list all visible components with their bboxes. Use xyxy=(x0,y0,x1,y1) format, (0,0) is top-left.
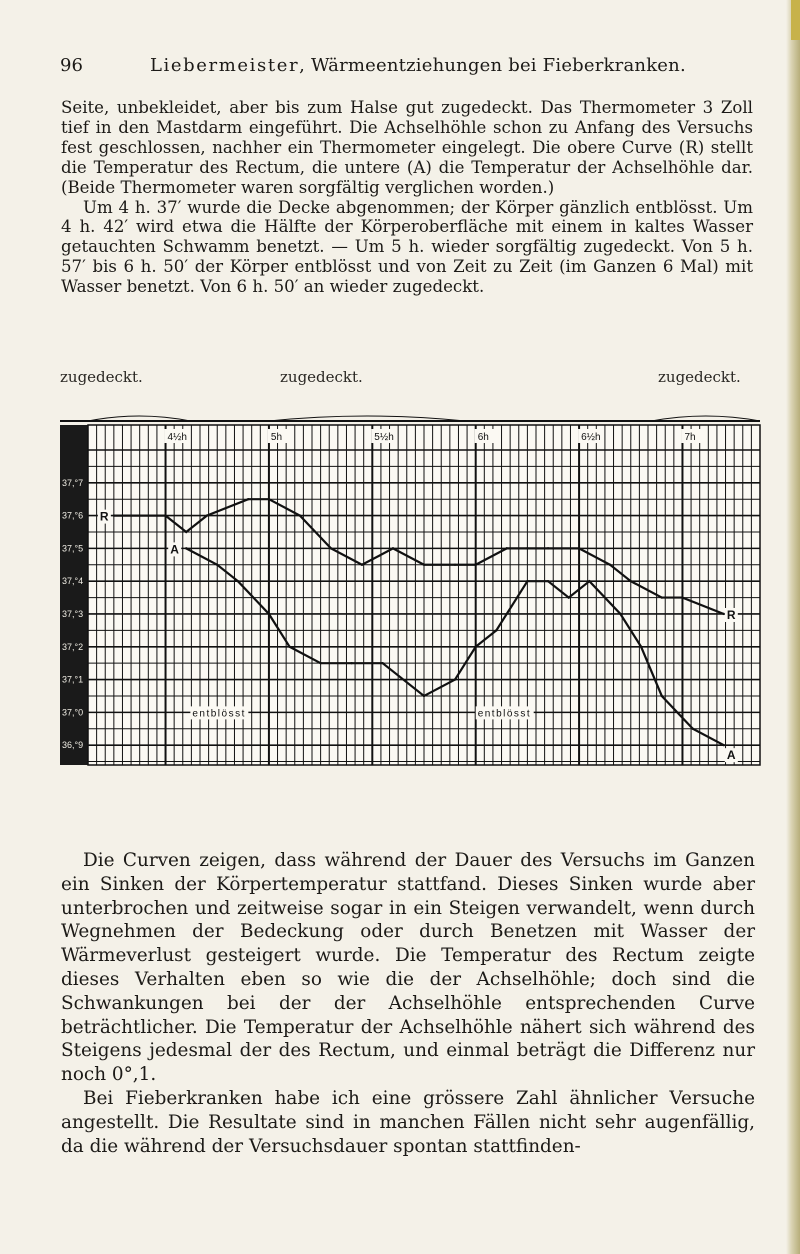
interval-label: entblösst xyxy=(192,708,246,720)
y-tick-label: 37,°4 xyxy=(62,576,84,587)
paragraph: Bei Fieberkranken habe ich eine grössere Zahl ähnlicher Versuche angestellt. Die Resultate sind in manchen Fällen nicht sehr augenfällig, da die während der Versuchsdauer spontan stattfinden- xyxy=(61,1087,755,1157)
data-point-A xyxy=(640,646,642,648)
data-point-R xyxy=(268,498,270,500)
body-text-top xyxy=(61,98,753,297)
x-tick-label: 6½h xyxy=(581,432,601,443)
x-tick-label: 6h xyxy=(477,432,489,443)
y-tick-label: 37,°7 xyxy=(62,477,84,488)
y-tick-label: 37,°6 xyxy=(62,510,84,521)
data-point-R xyxy=(578,547,580,549)
data-point-R xyxy=(361,564,363,566)
data-point-R xyxy=(113,514,115,516)
curve-label-a-start: A xyxy=(170,542,179,557)
paragraph: Seite, unbekleidet, aber bis zum Halse gut zugedeckt. Das Thermometer 3 Zoll tief in den Mastdarm eingeführt. Die Achselhöhle schon zu Anfang des Versuchs fest geschlossen, nachher ein Thermometer eingelegt. Die obere Curve (R) stellt die Temperatur des Rectum, die untere (A) die Temperatur der Achselhöhle dar. (Beide Thermometer waren sorgfältig verglichen worden.) xyxy=(61,98,753,197)
data-point-A xyxy=(381,662,383,664)
data-point-R xyxy=(630,580,632,582)
body-text-bottom xyxy=(61,849,755,1158)
data-point-A xyxy=(454,678,456,680)
header-author: Liebermeister xyxy=(150,55,300,76)
data-point-R xyxy=(185,531,187,533)
page-edge-mark xyxy=(791,0,800,40)
caption-covered-1: zugedeckt. xyxy=(60,368,143,386)
running-title xyxy=(150,55,686,76)
x-tick-label: 5½h xyxy=(374,432,394,443)
header-title: , Wärmeentziehungen bei Fieberkranken. xyxy=(299,55,686,76)
data-point-A xyxy=(350,662,352,664)
data-point-R xyxy=(299,514,301,516)
data-point-A xyxy=(216,564,218,566)
data-point-R xyxy=(547,547,549,549)
temperature-chart xyxy=(60,365,770,785)
data-point-R xyxy=(454,564,456,566)
data-point-A xyxy=(237,580,239,582)
curve-label-r-start: R xyxy=(99,509,109,524)
page-edge xyxy=(786,0,800,1254)
curve-label-a-end: A xyxy=(726,748,736,763)
y-tick-label: 37,°0 xyxy=(62,707,84,718)
x-tick-label: 7h xyxy=(684,432,696,443)
data-point-R xyxy=(247,498,249,500)
data-point-R xyxy=(723,613,725,615)
page-number: 96 xyxy=(60,55,83,76)
data-point-R xyxy=(392,547,394,549)
y-tick-label: 37,°1 xyxy=(62,674,84,685)
x-tick-label: 4½h xyxy=(167,432,188,443)
data-point-R xyxy=(474,564,476,566)
x-tick-label: 5h xyxy=(270,432,283,443)
curve-label-r-end: R xyxy=(726,607,736,622)
data-point-A xyxy=(547,580,549,582)
data-point-A xyxy=(268,613,270,615)
data-point-A xyxy=(288,646,290,648)
data-point-R xyxy=(661,596,663,598)
data-point-A xyxy=(568,596,570,598)
data-point-R xyxy=(423,564,425,566)
y-tick-label: 36,°9 xyxy=(62,740,84,751)
y-tick-label: 37,°5 xyxy=(62,543,84,554)
data-point-R xyxy=(330,547,332,549)
caption-covered-3: zugedeckt. xyxy=(658,368,741,386)
data-point-R xyxy=(681,596,683,598)
data-point-R xyxy=(526,547,528,549)
data-point-A xyxy=(319,662,321,664)
data-point-A xyxy=(185,547,187,549)
data-point-A xyxy=(495,629,497,631)
paragraph: Um 4 h. 37′ wurde die Decke abgenommen; der Körper gänzlich entblösst. Um 4 h. 42′ wird etwa die Hälfte der Körperoberfläche mit einem in kaltes Wasser getauchten Schwamm benetzt. — Um 5 h. wieder sorgfältig zugedeckt. Von 5 h. 57′ bis 6 h. 50′ der Körper entblösst und von Zeit zu Zeit (im Ganzen 6 Mal) mit Wasser benetzt. Von 6 h. 50′ an wieder zugedeckt. xyxy=(61,197,753,297)
data-point-A xyxy=(723,744,725,746)
data-point-A xyxy=(619,613,621,615)
data-point-R xyxy=(164,514,166,516)
data-point-A xyxy=(661,695,663,697)
data-point-R xyxy=(609,564,611,566)
y-tick-label: 37,°3 xyxy=(62,608,84,619)
data-point-A xyxy=(526,580,528,582)
running-header xyxy=(60,55,750,81)
temperature-chart-svg xyxy=(60,365,770,785)
y-tick-label: 37,°2 xyxy=(62,641,84,652)
data-point-R xyxy=(506,547,508,549)
caption-covered-2: zugedeckt. xyxy=(280,368,363,386)
data-point-A xyxy=(423,695,425,697)
chart-grid xyxy=(60,416,760,765)
paragraph: Die Curven zeigen, dass während der Dauer des Versuchs im Ganzen ein Sinken der Körpertemperatur stattfand. Dieses Sinken wurde aber unterbrochen und zeitweise sogar in ein Steigen verwandelt, wenn durch Wegnehmen der Bedeckung oder durch Benetzen mit Wasser der Wärmeverlust gesteigert wurde. Die Temperatur des Rectum zeigte dieses Verhalten eben so wie die der Achselhöhle; doch sind die Schwankungen bei der der Achselhöhle entsprechenden Curve beträchtlicher. Die Temperatur der Achselhöhle nähert sich während des Steigens jedesmal der des Rectum, und einmal beträgt die Differenz nur noch 0°,1. xyxy=(61,850,755,1086)
data-point-A xyxy=(474,646,476,648)
interval-label: entblösst xyxy=(477,708,532,720)
data-point-A xyxy=(588,580,590,582)
data-point-R xyxy=(206,514,208,516)
data-point-A xyxy=(692,728,694,730)
